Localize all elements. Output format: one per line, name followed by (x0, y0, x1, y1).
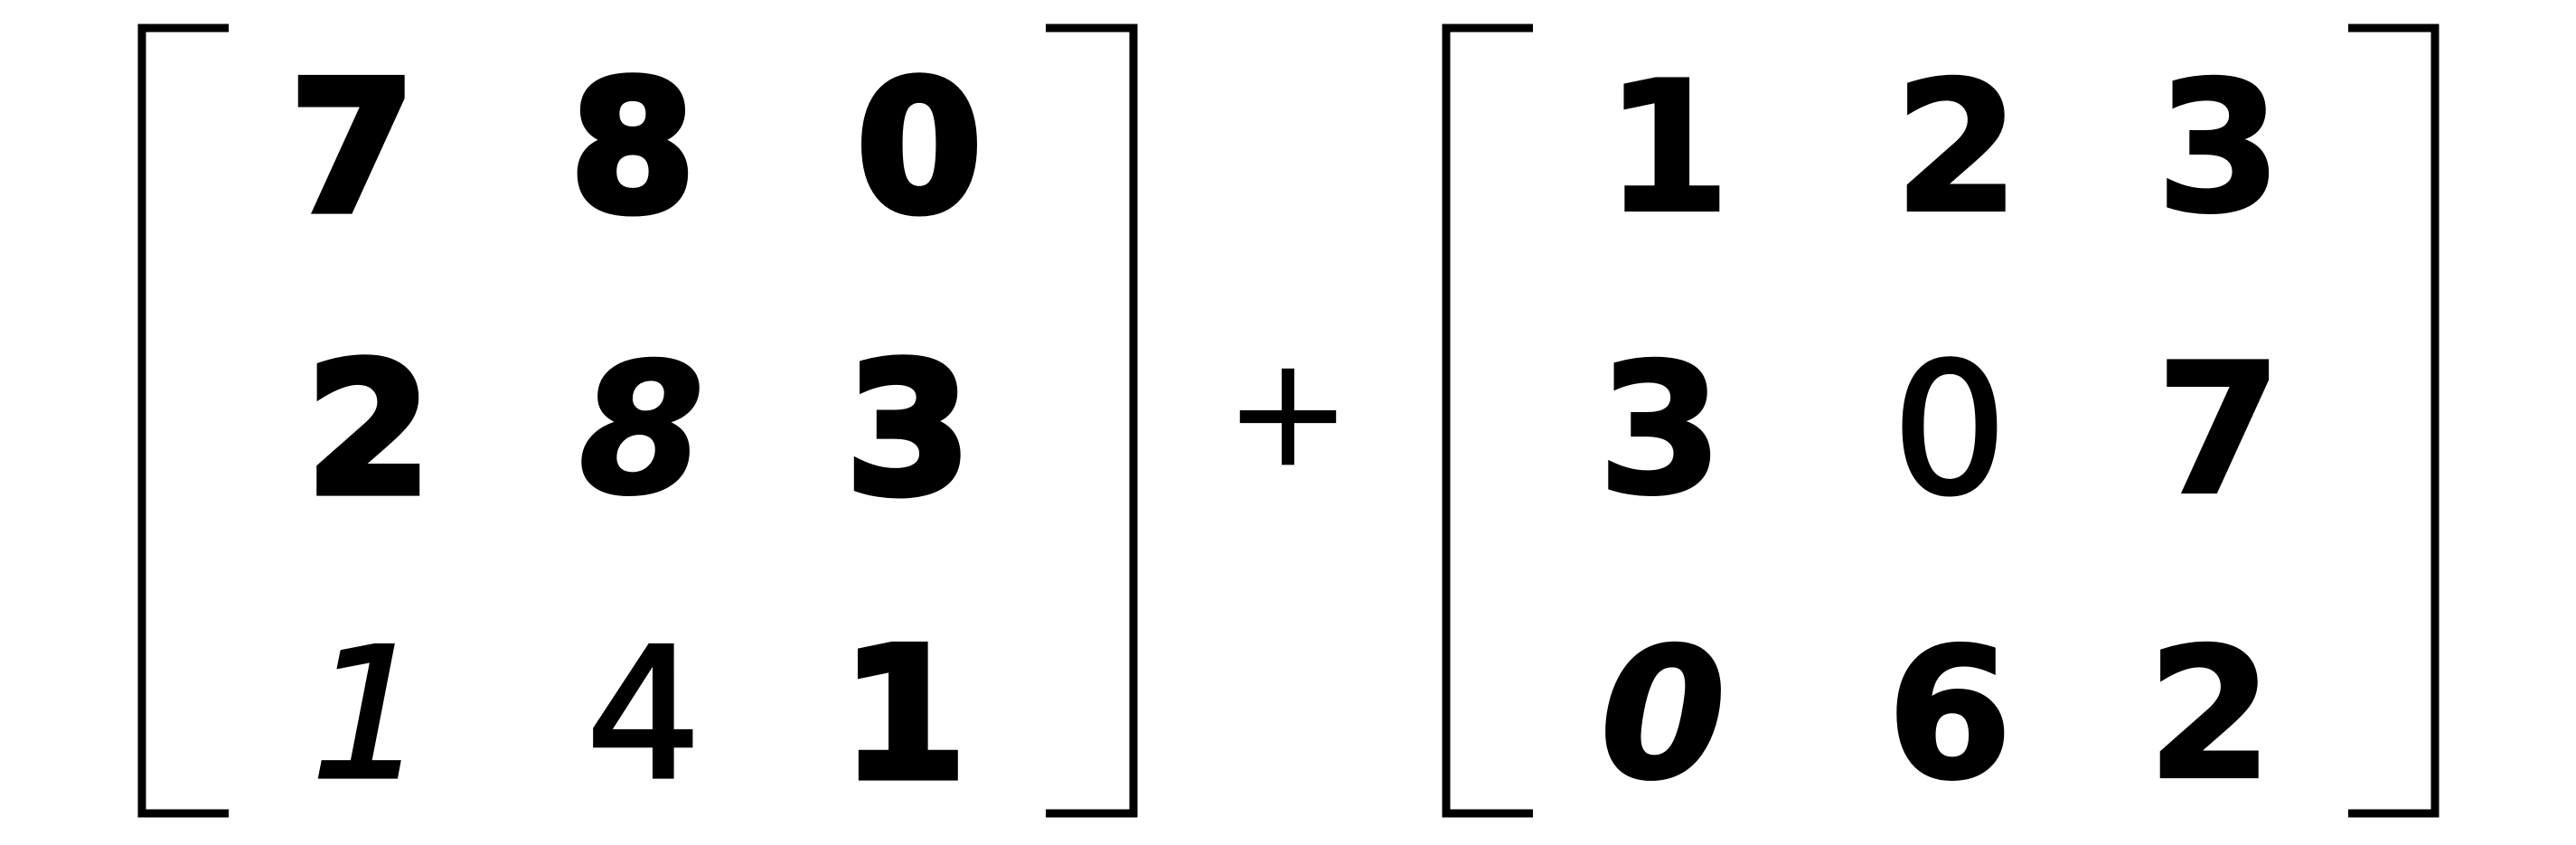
right-matrix-cell: 3 (2156, 42, 2282, 254)
right-matrix-cell: 7 (2156, 324, 2282, 536)
left-matrix-cell: 4 (586, 609, 701, 821)
plus-operator: + (1223, 323, 1353, 502)
right-matrix-cell: 6 (1886, 609, 2013, 821)
right-matrix-cell: 2 (1894, 42, 2020, 254)
left-matrix-cell: 2 (306, 324, 432, 536)
left-matrix-cell: 7 (289, 42, 416, 254)
left-matrix-cell: 0 (856, 42, 982, 254)
right-matrix-cell: 0 (1892, 324, 2007, 536)
left-matrix-cell: 8 (569, 42, 696, 254)
left-matrix-cell: 1 (311, 609, 427, 821)
left-matrix-cell: 8 (578, 324, 705, 536)
right-matrix-cell: 0 (1600, 609, 1726, 821)
right-matrix-cell: 1 (1604, 42, 1731, 254)
right-matrix-cell: 3 (1597, 324, 1724, 536)
right-matrix-cell: 2 (2147, 609, 2273, 821)
left-matrix-cell: 3 (845, 324, 972, 536)
left-matrix-cell: 1 (841, 609, 967, 821)
